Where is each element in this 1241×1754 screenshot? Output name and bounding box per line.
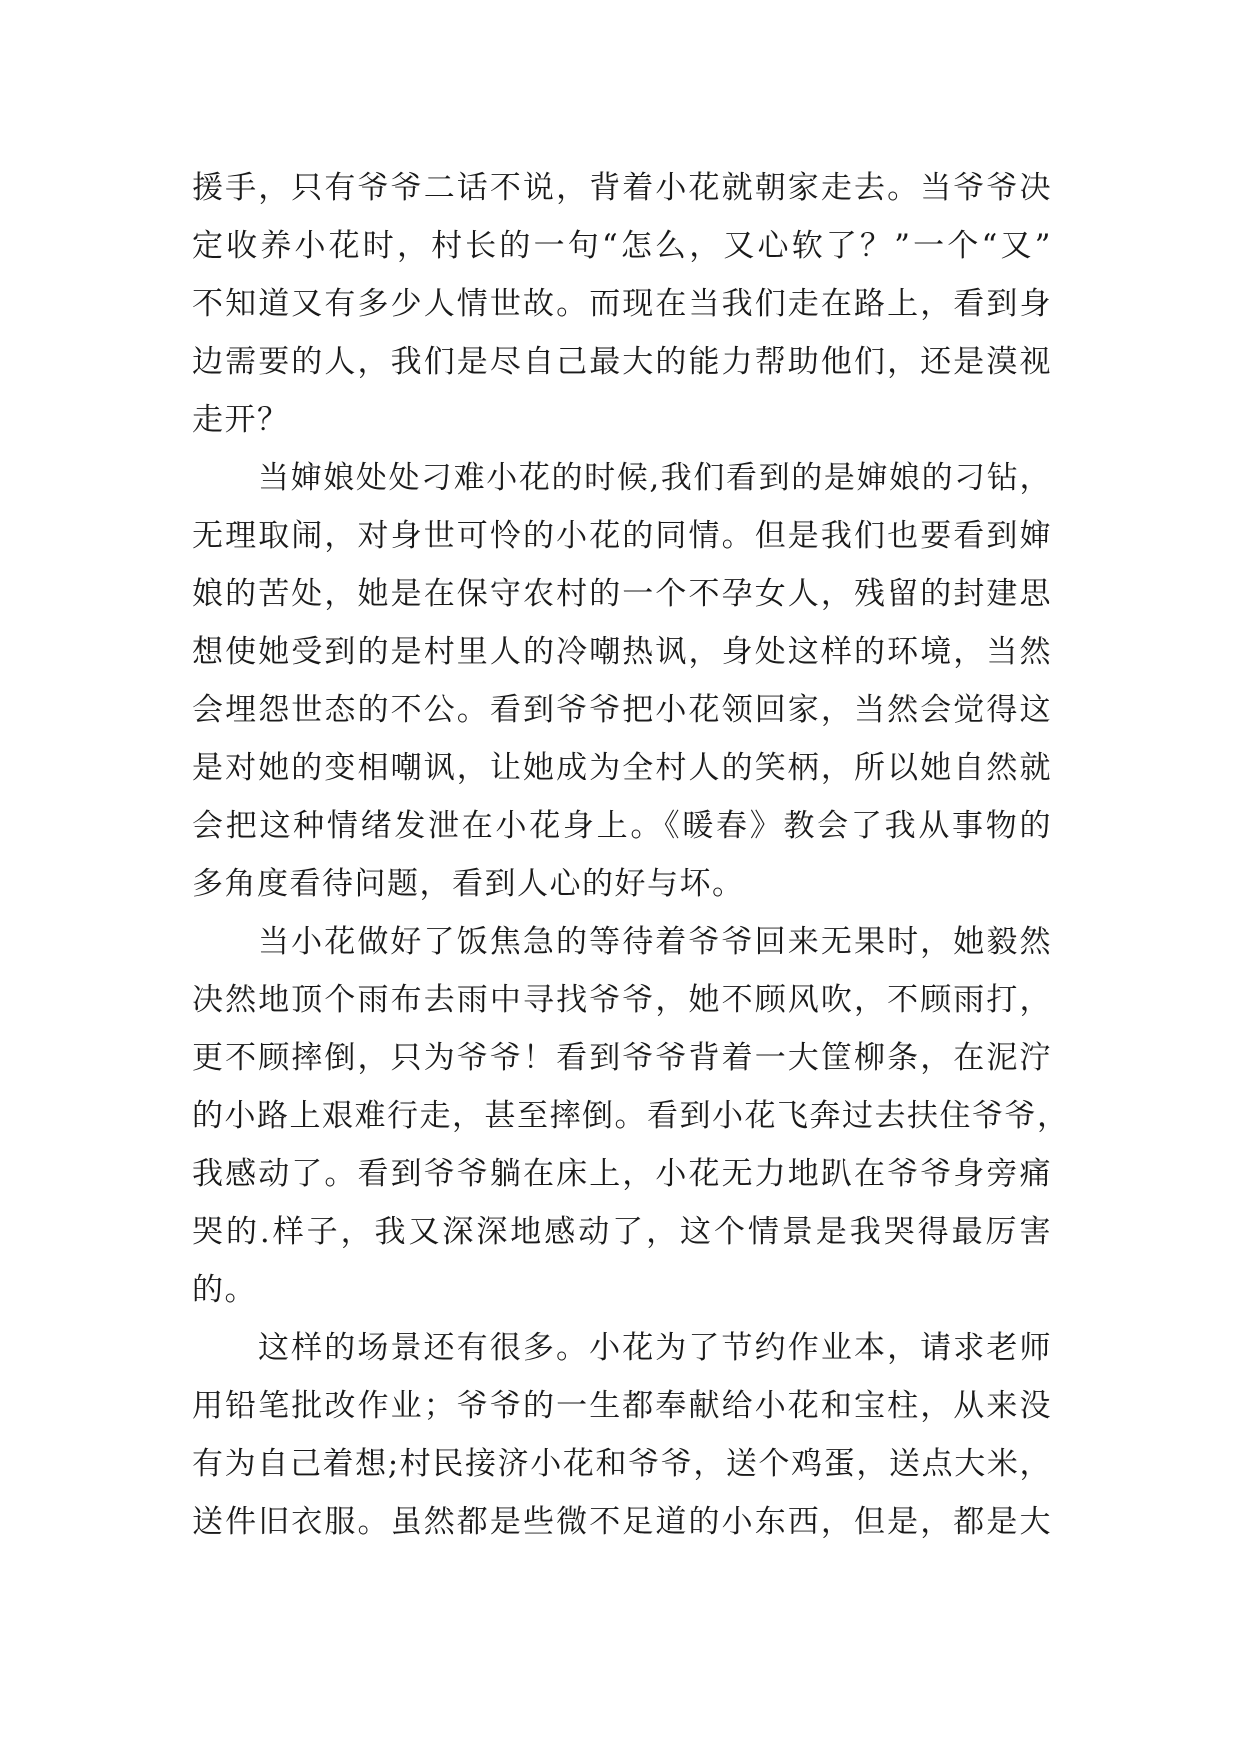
paragraph-4-line-2: 用铅笔批改作业；爷爷的一生都奉献给小花和宝柱，从来没 [192,1388,1052,1424]
paragraph-3-line-1: 当小花做好了饭焦急的等待着爷爷回来无果时，她毅然 [258,924,1052,960]
paragraph-2-line-5: 会埋怨世态的不公。看到爷爷把小花领回家，当然会觉得这 [192,692,1052,728]
paragraph-1-line-5: 走开？ [192,402,290,438]
paragraph-3-line-4: 的小路上艰难行走，甚至摔倒。看到小花飞奔过去扶住爷爷， [192,1098,1070,1134]
paragraph-1-line-4: 边需要的人，我们是尽自己最大的能力帮助他们，还是漠视 [192,344,1052,380]
paragraph-2-line-6: 是对她的变相嘲讽，让她成为全村人的笑柄，所以她自然就 [192,750,1052,786]
paragraph-4-line-4: 送件旧衣服。虽然都是些微不足道的小东西，但是，都是大 [192,1504,1052,1540]
paragraph-2-line-4: 想使她受到的是村里人的冷嘲热讽，身处这样的环境，当然 [192,634,1052,670]
paragraph-2-line-3: 娘的苦处，她是在保守农村的一个不孕女人，残留的封建思 [192,576,1052,612]
paragraph-2-line-2: 无理取闹，对身世可怜的小花的同情。但是我们也要看到婶 [192,518,1052,554]
paragraph-1-line-3: 不知道又有多少人情世故。而现在当我们走在路上，看到身 [192,286,1052,322]
paragraph-2-line-7: 会把这种情绪发泄在小花身上。《暖春》教会了我从事物的 [192,808,1052,844]
paragraph-4-line-3: 有为自己着想;村民接济小花和爷爷，送个鸡蛋，送点大米， [192,1446,1052,1482]
paragraph-3-line-6: 哭的.样子，我又深深地感动了，这个情景是我哭得最厉害 [192,1214,1052,1250]
paragraph-3-line-5: 我感动了。看到爷爷躺在床上，小花无力地趴在爷爷身旁痛 [192,1156,1052,1192]
paragraph-2-line-1: 当婶娘处处刁难小花的时候,我们看到的是婶娘的刁钻， [258,460,1052,496]
paragraph-1-line-1: 援手，只有爷爷二话不说，背着小花就朝家走去。当爷爷决 [192,170,1052,206]
paragraph-4-line-1: 这样的场景还有很多。小花为了节约作业本，请求老师 [258,1330,1052,1366]
paragraph-3-line-2: 决然地顶个雨布去雨中寻找爷爷，她不顾风吹，不顾雨打， [192,982,1052,1018]
document-body [192,159,1070,1551]
paragraph-3-line-7: 的。 [192,1272,257,1308]
paragraph-2-line-8: 多角度看待问题，看到人心的好与坏。 [192,866,745,902]
paragraph-3-line-3: 更不顾摔倒，只为爷爷！看到爷爷背着一大筐柳条，在泥泞 [192,1040,1052,1076]
paragraph-1-line-2: 定收养小花时，村长的一句“怎么，又心软了？”一个“又” [192,228,1052,264]
